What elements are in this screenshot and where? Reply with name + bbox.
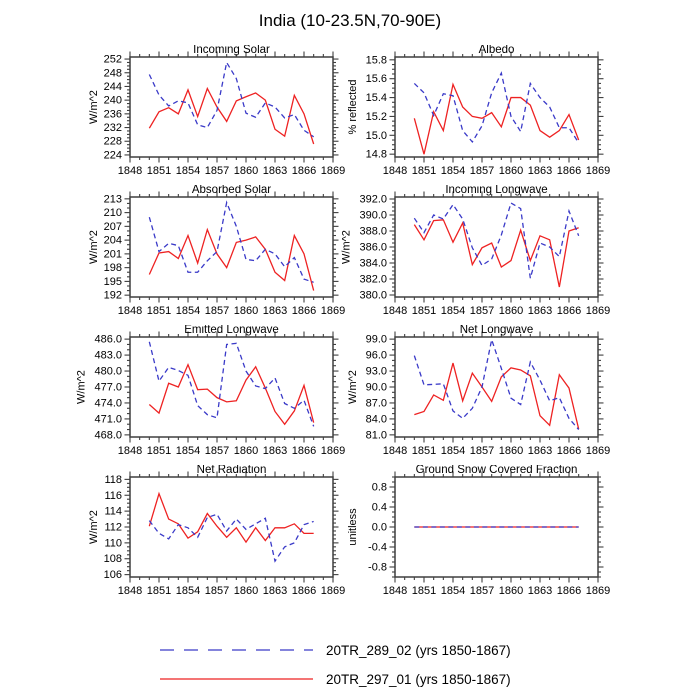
svg-text:1848: 1848	[117, 445, 143, 457]
chart-albedo	[305, 45, 615, 185]
y-axis-unit-label: unitless	[346, 508, 359, 546]
series-line-20TR_297_01	[149, 365, 313, 425]
svg-text:114: 114	[104, 505, 122, 518]
svg-text:1863: 1863	[527, 445, 553, 457]
svg-text:1854: 1854	[440, 305, 466, 317]
y-axis-unit-label: W/m^2	[340, 230, 353, 264]
svg-text:1857: 1857	[469, 305, 495, 317]
svg-text:1866: 1866	[291, 445, 317, 457]
svg-text:1851: 1851	[411, 445, 437, 457]
panel-title: Ground Snow Covered Fraction	[415, 465, 578, 476]
svg-text:1854: 1854	[175, 585, 201, 597]
chart-panel-net-longwave	[305, 325, 615, 465]
chart-ground-snow-covered-fraction	[305, 465, 615, 605]
svg-text:384.0: 384.0	[359, 257, 387, 270]
series-line-20TR_289_02	[414, 340, 578, 430]
svg-text:1848: 1848	[117, 585, 143, 597]
panel-grid	[40, 45, 660, 605]
svg-text:15.2: 15.2	[365, 110, 387, 123]
svg-text:-0.4: -0.4	[368, 541, 387, 554]
svg-text:90.0: 90.0	[365, 381, 387, 394]
svg-text:382.0: 382.0	[359, 273, 387, 286]
legend-item-20tr-297-01	[160, 672, 511, 687]
svg-text:380.0: 380.0	[359, 289, 387, 302]
svg-text:84.0: 84.0	[365, 413, 387, 426]
svg-text:15.6: 15.6	[365, 73, 387, 86]
series-line-20TR_297_01	[149, 230, 313, 291]
panel-title: Albedo	[478, 45, 515, 56]
svg-text:1869: 1869	[585, 165, 611, 177]
svg-text:108: 108	[103, 553, 122, 566]
svg-text:468.0: 468.0	[94, 429, 122, 442]
series-line-20TR_289_02	[149, 62, 313, 136]
y-axis-unit-label: W/m^2	[75, 370, 88, 404]
svg-text:1866: 1866	[556, 165, 582, 177]
svg-text:1869: 1869	[320, 165, 346, 177]
svg-text:1851: 1851	[146, 165, 172, 177]
svg-text:1869: 1869	[585, 305, 611, 317]
plot-frame	[130, 337, 333, 437]
svg-text:240: 240	[103, 94, 122, 107]
svg-text:1863: 1863	[262, 305, 288, 317]
figure-title: India (10-23.5N,70-90E)	[258, 11, 442, 30]
svg-text:1851: 1851	[411, 165, 437, 177]
series-line-20TR_297_01	[414, 220, 578, 287]
svg-text:1848: 1848	[117, 305, 143, 317]
svg-text:201: 201	[103, 248, 122, 261]
svg-text:480.0: 480.0	[94, 365, 122, 378]
svg-text:1866: 1866	[291, 585, 317, 597]
svg-text:1854: 1854	[440, 445, 466, 457]
svg-text:0.0: 0.0	[371, 521, 387, 534]
svg-text:14.8: 14.8	[365, 148, 387, 161]
y-axis-unit-label: % reflected	[346, 79, 359, 135]
panel-title: Incoming Longwave	[445, 185, 548, 196]
svg-text:1869: 1869	[320, 305, 346, 317]
svg-text:1860: 1860	[233, 585, 259, 597]
chart-panel-ground-snow-covered-fraction	[305, 465, 615, 605]
chart-net-longwave	[305, 325, 615, 465]
plot-frame	[130, 477, 333, 577]
svg-text:390.0: 390.0	[359, 209, 387, 222]
tick-labels	[366, 54, 611, 177]
svg-text:252: 252	[103, 53, 122, 66]
svg-text:0.8: 0.8	[371, 481, 387, 494]
svg-text:1860: 1860	[498, 165, 524, 177]
chart-panel-net-radiation	[40, 465, 350, 605]
svg-text:213: 213	[103, 193, 122, 206]
chart-incoming-solar	[40, 45, 350, 185]
svg-text:1869: 1869	[320, 585, 346, 597]
chart-emitted-longwave	[40, 325, 350, 465]
legend-svg	[150, 635, 580, 697]
svg-text:1854: 1854	[440, 585, 466, 597]
svg-text:1860: 1860	[498, 305, 524, 317]
svg-text:236: 236	[103, 108, 122, 121]
svg-text:1854: 1854	[440, 165, 466, 177]
svg-text:195: 195	[103, 275, 122, 288]
svg-text:1857: 1857	[469, 165, 495, 177]
svg-text:1869: 1869	[585, 585, 611, 597]
legend	[150, 635, 580, 697]
svg-text:1860: 1860	[233, 445, 259, 457]
svg-text:15.8: 15.8	[365, 54, 387, 67]
panel-title: Net Longwave	[459, 325, 534, 336]
svg-text:1866: 1866	[291, 305, 317, 317]
series-line-20TR_289_02	[414, 73, 578, 143]
svg-text:244: 244	[103, 80, 122, 93]
svg-text:1851: 1851	[411, 305, 437, 317]
svg-text:110: 110	[104, 537, 122, 550]
svg-text:210: 210	[103, 207, 122, 220]
svg-text:1851: 1851	[146, 585, 172, 597]
svg-text:1857: 1857	[469, 585, 495, 597]
svg-text:1860: 1860	[233, 165, 259, 177]
legend-item-20tr-289-02	[160, 643, 511, 658]
svg-text:1860: 1860	[233, 305, 259, 317]
svg-text:1863: 1863	[262, 165, 288, 177]
svg-text:93.0: 93.0	[365, 365, 387, 378]
svg-text:207: 207	[103, 220, 122, 233]
svg-text:106: 106	[103, 569, 122, 582]
svg-text:1851: 1851	[411, 585, 437, 597]
chart-panel-albedo	[305, 45, 615, 185]
svg-text:474.0: 474.0	[94, 397, 122, 410]
svg-text:1866: 1866	[291, 165, 317, 177]
panel-title: Emitted Longwave	[184, 325, 279, 336]
chart-absorbed-solar	[40, 185, 350, 325]
svg-text:1863: 1863	[262, 585, 288, 597]
svg-text:1866: 1866	[556, 305, 582, 317]
svg-text:1857: 1857	[204, 305, 230, 317]
svg-text:198: 198	[103, 262, 122, 275]
svg-text:471.0: 471.0	[94, 413, 122, 426]
y-axis-unit-label: W/m^2	[88, 510, 101, 544]
svg-text:1851: 1851	[146, 445, 172, 457]
y-axis-unit-label: W/m^2	[88, 230, 101, 264]
svg-text:87.0: 87.0	[365, 397, 387, 410]
svg-text:1848: 1848	[382, 585, 408, 597]
series-line-20TR_289_02	[414, 203, 578, 278]
svg-text:483.0: 483.0	[94, 349, 122, 362]
svg-text:118: 118	[104, 473, 122, 486]
svg-text:15.0: 15.0	[365, 129, 387, 142]
svg-text:112: 112	[104, 521, 122, 534]
svg-text:1854: 1854	[175, 305, 201, 317]
svg-text:1848: 1848	[117, 165, 143, 177]
chart-panel-absorbed-solar	[40, 185, 350, 325]
tick-marks	[390, 332, 604, 443]
svg-text:1863: 1863	[262, 445, 288, 457]
svg-text:1848: 1848	[382, 165, 408, 177]
panel-title: Net Radiation	[196, 465, 267, 476]
chart-net-radiation	[40, 465, 350, 605]
y-axis-unit-label: W/m^2	[88, 90, 101, 124]
plot-frame	[130, 197, 333, 297]
svg-text:486.0: 486.0	[94, 333, 122, 346]
svg-text:1857: 1857	[469, 445, 495, 457]
svg-text:388.0: 388.0	[359, 225, 387, 238]
svg-text:1857: 1857	[204, 165, 230, 177]
svg-text:228: 228	[103, 135, 122, 148]
svg-text:224: 224	[103, 149, 122, 162]
svg-text:-0.8: -0.8	[368, 561, 387, 574]
chart-panel-emitted-longwave	[40, 325, 350, 465]
svg-text:99.0: 99.0	[365, 333, 387, 346]
series-line-20TR_297_01	[414, 363, 578, 429]
svg-text:1863: 1863	[527, 305, 553, 317]
panel-title: Absorbed Solar	[191, 185, 272, 196]
svg-text:81.0: 81.0	[365, 429, 387, 442]
legend-label: 20TR_289_02 (yrs 1850-1867)	[326, 643, 511, 658]
svg-text:1848: 1848	[382, 305, 408, 317]
svg-text:1866: 1866	[556, 445, 582, 457]
svg-text:1866: 1866	[556, 585, 582, 597]
svg-text:15.4: 15.4	[365, 92, 387, 105]
svg-text:204: 204	[103, 234, 122, 247]
panel-title: Incoming Solar	[193, 45, 270, 56]
svg-text:1848: 1848	[382, 445, 408, 457]
svg-text:96.0: 96.0	[365, 349, 387, 362]
series-line-20TR_289_02	[149, 342, 313, 427]
series-line-20TR_289_02	[149, 203, 313, 283]
legend-label: 20TR_297_01 (yrs 1850-1867)	[326, 672, 511, 687]
tick-labels	[359, 194, 610, 318]
y-axis-unit-label: W/m^2	[346, 370, 359, 404]
svg-text:1869: 1869	[320, 445, 346, 457]
svg-text:0.4: 0.4	[371, 501, 387, 514]
svg-text:1869: 1869	[585, 445, 611, 457]
svg-text:248: 248	[103, 67, 122, 80]
svg-text:1857: 1857	[204, 445, 230, 457]
chart-panel-incoming-solar	[40, 45, 350, 185]
svg-text:1860: 1860	[498, 445, 524, 457]
svg-text:1863: 1863	[527, 585, 553, 597]
svg-text:1860: 1860	[498, 585, 524, 597]
svg-text:1854: 1854	[175, 445, 201, 457]
svg-text:1857: 1857	[204, 585, 230, 597]
svg-text:1851: 1851	[146, 305, 172, 317]
svg-text:1854: 1854	[175, 165, 201, 177]
svg-text:192: 192	[103, 289, 122, 302]
plot-frame	[130, 57, 333, 157]
svg-text:1863: 1863	[527, 165, 553, 177]
svg-text:477.0: 477.0	[94, 381, 122, 394]
chart-incoming-longwave	[305, 185, 615, 325]
svg-text:116: 116	[104, 489, 122, 502]
series-line-20TR_297_01	[414, 84, 578, 154]
chart-panel-incoming-longwave	[305, 185, 615, 325]
series-line-20TR_297_01	[149, 494, 313, 542]
plot-frame	[395, 57, 598, 157]
svg-text:232: 232	[103, 122, 122, 135]
svg-text:392.0: 392.0	[359, 193, 387, 206]
svg-text:386.0: 386.0	[359, 241, 387, 254]
